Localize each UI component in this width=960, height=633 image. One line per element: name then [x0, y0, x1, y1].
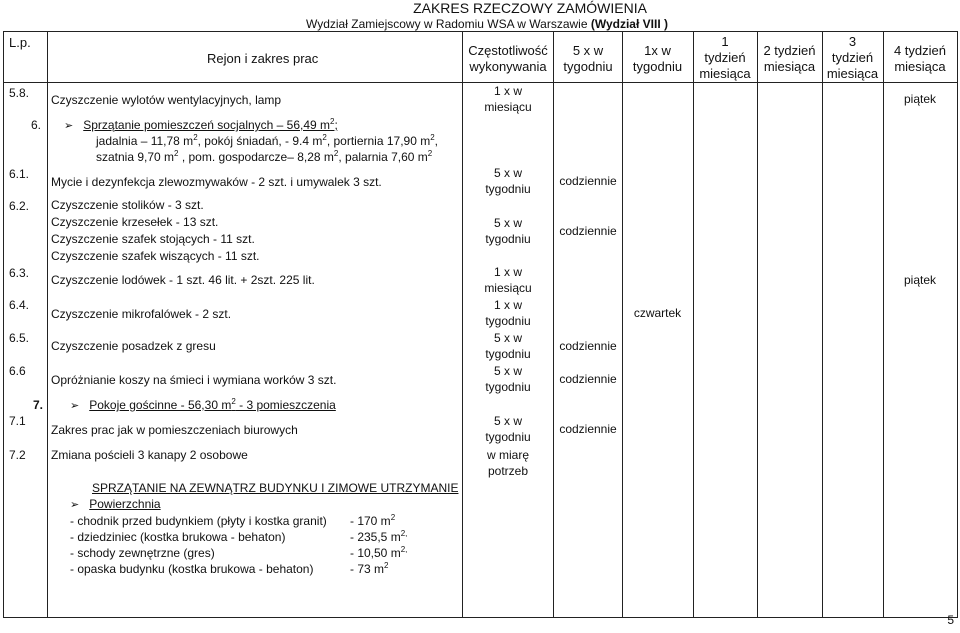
- row-freq-2: tygodniu: [485, 232, 531, 246]
- section-title-sup: 2: [330, 117, 335, 126]
- room-sup: 2: [430, 133, 435, 142]
- row-text: Czyszczenie szafek stojących - 11 szt.: [51, 232, 255, 246]
- outside-subtitle: [70, 497, 161, 512]
- outside-item-label: - dziedziniec (kostka brukowa - behaton): [70, 530, 286, 544]
- header-5x-2: tygodniu: [563, 59, 613, 74]
- row-text: Czyszczenie wylotów wentylacyjnych, lamp: [51, 93, 282, 107]
- area-value: - 73 m: [350, 562, 385, 576]
- section-title-end: ;: [334, 118, 338, 132]
- outside-item-label: - chodnik przed budynkiem (płyty i kostka granit): [70, 514, 327, 528]
- subtitle-bold: (Wydział VIII ): [590, 17, 668, 31]
- header-w3-1: 3: [848, 34, 857, 49]
- row-number: 6.5.: [9, 331, 30, 345]
- row-freq-2: tygodniu: [485, 380, 531, 394]
- row-freq-2: miesiącu: [484, 100, 532, 114]
- row-number: 6.1.: [9, 167, 30, 181]
- header-w1-2: tydzień: [704, 50, 746, 65]
- row-freq-1: 5 x w: [493, 364, 522, 378]
- row-freq-2: potrzeb: [487, 464, 529, 478]
- header-freq-1: Częstotliwość: [468, 43, 548, 58]
- outside-item-value: [350, 530, 407, 544]
- row-number: 6.3.: [9, 266, 30, 280]
- row-text: Czyszczenie stolików - 3 szt.: [51, 198, 204, 212]
- arrow-bullet-icon: ➢: [64, 120, 74, 132]
- col-line-8: [883, 31, 884, 618]
- row-freq-1: 1 x w: [493, 265, 522, 279]
- row-freq-2: miesiącu: [484, 281, 532, 295]
- outside-item-value: [350, 514, 395, 528]
- section-title-main: Pokoje gościnne - 56,30 m: [89, 398, 232, 412]
- row-text: Czyszczenie posadzek z gresu: [51, 339, 216, 353]
- col-line-5: [693, 31, 694, 618]
- row-freq-1: 5 x w: [493, 331, 522, 345]
- row-c5x: codziennie: [559, 339, 617, 353]
- area-sup: 2: [390, 513, 396, 522]
- room-text: , portiernia 17,90 m: [326, 134, 431, 148]
- row-c5x: codziennie: [559, 372, 617, 386]
- row-freq-1: 5 x w: [493, 414, 522, 428]
- row-freq-1: w miarę: [486, 448, 529, 462]
- outside-subtitle-text: Powierzchnia: [89, 497, 161, 511]
- row-freq-2: tygodniu: [485, 314, 531, 328]
- header-w3-3: miesiąca: [826, 66, 879, 81]
- row-c5x: codziennie: [559, 422, 617, 436]
- header-w4-2: miesiąca: [894, 59, 946, 74]
- row-c4t: piątek: [903, 273, 937, 287]
- document-subtitle: [306, 17, 668, 31]
- row-freq-2: tygodniu: [485, 430, 531, 444]
- row-text: Czyszczenie krzesełek - 13 szt.: [51, 215, 219, 229]
- page-number: 5: [947, 613, 954, 627]
- row-number: 6.6: [9, 364, 26, 378]
- row-c1x: czwartek: [633, 306, 682, 320]
- section-number: 6.: [31, 118, 42, 132]
- section-title-main: Sprzątanie pomieszczeń socjalnych – 56,49 m: [83, 118, 331, 132]
- row-text: Czyszczenie mikrofalówek - 2 szt.: [51, 307, 232, 321]
- header-bottom-line: [3, 82, 958, 83]
- room-text: , pom. gospodarcze– 8,28 m: [178, 150, 334, 164]
- room-text: ,: [434, 134, 439, 148]
- row-freq-1: 1 x w: [493, 84, 522, 98]
- header-w2-1: 2 tydzień: [763, 43, 816, 58]
- section-rooms-line2: [96, 150, 432, 164]
- col-line-1: [47, 31, 48, 618]
- row-text: Czyszczenie lodówek - 1 szt. 46 lit. + 2szt. 225 lit.: [51, 273, 315, 287]
- room-sup: 2: [193, 133, 198, 142]
- area-sup: 2: [384, 561, 389, 570]
- outside-item-value: [350, 546, 407, 560]
- row-text: Zmiana pościeli 3 kanapy 2 osobowe: [51, 448, 248, 462]
- room-text: jadalnia – 11,78 m: [96, 134, 194, 148]
- row-c4t: piątek: [903, 92, 937, 106]
- header-w1-1: 1: [721, 34, 729, 49]
- arrow-bullet-icon: ➢: [70, 499, 80, 511]
- table-bottom-line: [3, 617, 958, 618]
- col-line-7: [822, 31, 823, 618]
- row-number: 7.2: [9, 448, 26, 462]
- header-5x-1: 5 x w: [572, 43, 604, 58]
- row-c5x: codziennie: [559, 224, 617, 238]
- row-text: Opróżnianie koszy na śmieci i wymiana worków 3 szt.: [51, 373, 337, 387]
- area-value: - 235,5 m: [350, 530, 401, 544]
- room-text: , palarnia 7,60 m: [338, 150, 428, 164]
- header-lp: L.p.: [9, 35, 31, 50]
- outside-title: SPRZĄTANIE NA ZEWNĄTRZ BUDYNKU I ZIMOWE UTRZYMANIE: [92, 481, 459, 495]
- row-number: 7.1: [9, 414, 26, 428]
- col-line-6: [757, 31, 758, 618]
- room-text: szatnia 9,70 m: [96, 150, 175, 164]
- header-1x-1: 1x w: [644, 43, 671, 58]
- room-text: , pokój śniadań, - 9.4 m: [197, 134, 323, 148]
- outside-item-label: - schody zewnętrzne (gres): [70, 546, 215, 560]
- row-freq-1: 5 x w: [493, 166, 522, 180]
- header-freq-2: wykonywania: [469, 59, 547, 74]
- col-line-9: [957, 31, 958, 618]
- area-sup: 2,: [400, 545, 408, 554]
- header-1x-2: tygodniu: [632, 59, 683, 74]
- section-rooms-line1: [96, 134, 438, 148]
- table-top-line: [3, 31, 958, 32]
- arrow-bullet-icon: ➢: [70, 400, 80, 412]
- room-sup: 2: [174, 149, 179, 158]
- header-w1-3: miesiąca: [699, 66, 751, 81]
- row-number: 5.8.: [9, 86, 30, 100]
- section-number: 7.: [33, 398, 44, 412]
- header-w4-1: 4 tydzień: [893, 43, 947, 58]
- area-sup: 2,: [400, 529, 408, 538]
- col-line-4: [622, 31, 623, 618]
- row-text: Mycie i dezynfekcja zlewozmywaków - 2 szt. i umywalek 3 szt.: [51, 175, 382, 189]
- room-sup: 2: [427, 149, 433, 158]
- outside-item-value: [350, 562, 388, 576]
- row-freq-1: 1 x w: [493, 298, 522, 312]
- section-title: [64, 118, 338, 133]
- document-title: ZAKRES RZECZOWY ZAMÓWIENIA: [413, 0, 647, 16]
- row-freq-2: tygodniu: [485, 182, 531, 196]
- area-value: - 170 m: [350, 514, 391, 528]
- row-number: 6.2.: [9, 199, 30, 213]
- header-scope: Rejon i zakres prac: [207, 51, 319, 66]
- row-number: 6.4.: [9, 298, 30, 312]
- section-title-text: [83, 118, 338, 132]
- section-title-text: [89, 398, 336, 412]
- row-freq-2: tygodniu: [485, 347, 531, 361]
- row-text: Zakres prac jak w pomieszczeniach biurowych: [51, 423, 298, 437]
- subtitle-text: Wydział Zamiejscowy w Radomiu WSA w Warszawie: [306, 17, 588, 31]
- row-c5x: codziennie: [559, 174, 617, 188]
- col-line-0: [3, 31, 4, 618]
- section-title-sup: 2: [231, 397, 236, 406]
- room-sup: 2: [322, 133, 327, 142]
- section-title: [70, 398, 336, 413]
- header-w2-2: miesiąca: [763, 59, 816, 74]
- section-title-end: - 3 pomieszczenia: [235, 398, 336, 412]
- outside-item-label: - opaska budynku (kostka brukowa - behaton): [70, 562, 314, 576]
- header-w3-2: tydzień: [831, 50, 874, 65]
- row-text: Czyszczenie szafek wiszących - 11 szt.: [51, 249, 260, 263]
- room-sup: 2: [333, 149, 339, 158]
- row-freq-1: 5 x w: [493, 216, 522, 230]
- col-line-3: [553, 31, 554, 618]
- area-value: - 10,50 m: [350, 546, 401, 560]
